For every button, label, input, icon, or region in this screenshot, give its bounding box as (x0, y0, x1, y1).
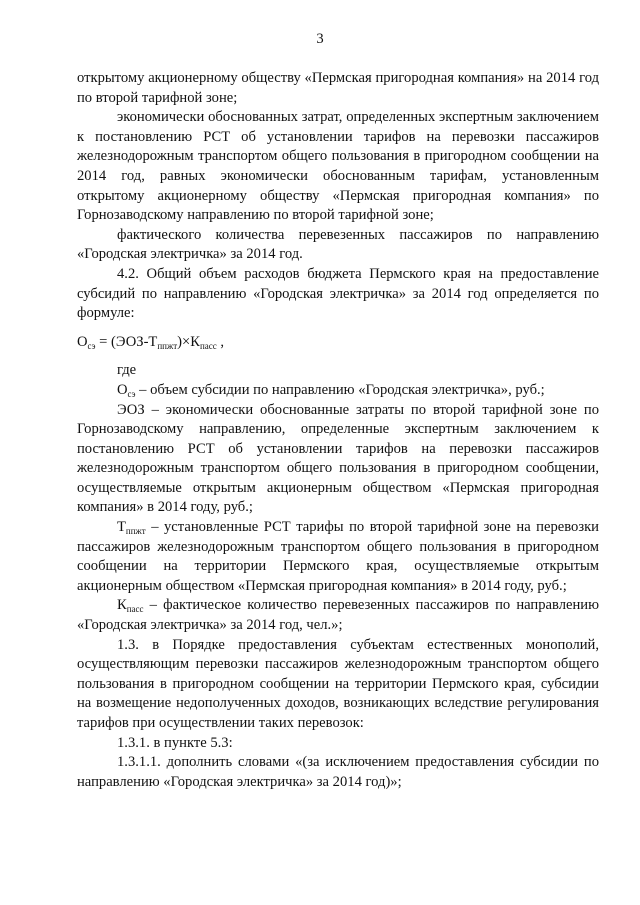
where-label: где (117, 362, 137, 379)
definition-text: – объем субсидии по направлению «Городская электричка», руб.; (135, 381, 545, 398)
definition-economic-costs (77, 401, 599, 519)
paragraph-joint-stock-company: открытому акционерному обществу «Пермская пригородная компания» на 2014 год по второй тарифной зоне; (77, 70, 599, 106)
page-number: 3 (316, 31, 324, 47)
paragraph-1-3: 1.3. в Порядке предоставления субъектам естественных монополий, осуществляющим перевозки пассажиров железнодорожным транспортом общего пользования в пригородном сообщении на территории Пермского края, субсидии на возмещение недополученных доходов, возникающих вследствие регулирования тарифов при осуществлении таких перевозок: (77, 636, 599, 731)
definition-symbol-subscript: ппжт (125, 526, 146, 537)
formula-middle: = (ЭОЗ-Т (95, 333, 158, 350)
document-body (77, 69, 599, 792)
definition-symbol: О (117, 381, 128, 398)
formula-k-subscript: пасс (199, 340, 217, 351)
definition-text: – установленные РСТ тарифы по второй тарифной зоне на перевозки пассажиров железнодорожным транспортом общего пользования в пригородном сообщении на территории Пермского края, осуществляемые открытым акционерным обществом «Пермская пригородная компания» в 2014 году, руб.; (77, 519, 599, 594)
paragraph-1-3-1-1: 1.3.1.1. дополнить словами «(за исключением предоставления субсидии по направлению «Городская электричка» за 2014 год)»; (77, 754, 599, 790)
paragraph-1-3-1: 1.3.1. в пункте 5.3: (117, 734, 233, 751)
definition-symbol: К (117, 597, 127, 614)
definition-subsidy-volume (77, 381, 599, 401)
definition-symbol-subscript: пасс (126, 604, 144, 615)
formula-close: )×К (177, 333, 200, 350)
definition-passenger-quantity (77, 596, 599, 635)
definition-text: – фактическое количество перевезенных пассажиров по направлению «Городская электричка» за 2014 год, чел.»; (77, 597, 599, 634)
formula-lhs-subscript: сэ (87, 340, 96, 351)
formula-t-subscript: ппжт (157, 340, 178, 351)
definition-symbol: Т (117, 519, 126, 536)
definition-text: – экономически обоснованные затраты по второй тарифной зоне по Горнозаводскому направлению, определенные экспертным заключением к постановлению РСТ об установлении тарифов на перевозки пассажиров железнодорожным транспортом общего пользования в пригородном сообщении, осуществляемые открытым акционерным обществом «Пермская пригородная компания» в 2014 году, руб.; (77, 401, 599, 516)
subsidy-formula (77, 333, 599, 353)
formula-lhs: О (77, 333, 88, 350)
definition-tariffs (77, 518, 599, 596)
formula-tail: , (216, 333, 225, 350)
paragraph-economic-costs: экономически обоснованных затрат, определенных экспертным заключением к постановлению РСТ об установлении тарифов на перевозки пассажиров железнодорожным транспортом общего пользования в пригородном сообщении на 2014 год, равных экономически обоснованным тарифам, установленным открытому акционерному обществу «Пермская пригородная компания» по Горнозаводскому направлению по второй тарифной зоне; (77, 109, 599, 224)
paragraph-passenger-count: фактического количества перевезенных пассажиров по направлению «Городская электричка» за 2014 год. (77, 226, 599, 263)
definition-symbol: ЭОЗ (117, 401, 145, 418)
paragraph-4-2: 4.2. Общий объем расходов бюджета Пермского края на предоставление субсидий по направлению «Городская электричка» за 2014 год определяется по формуле: (77, 265, 599, 322)
definition-symbol-subscript: сэ (127, 388, 136, 399)
